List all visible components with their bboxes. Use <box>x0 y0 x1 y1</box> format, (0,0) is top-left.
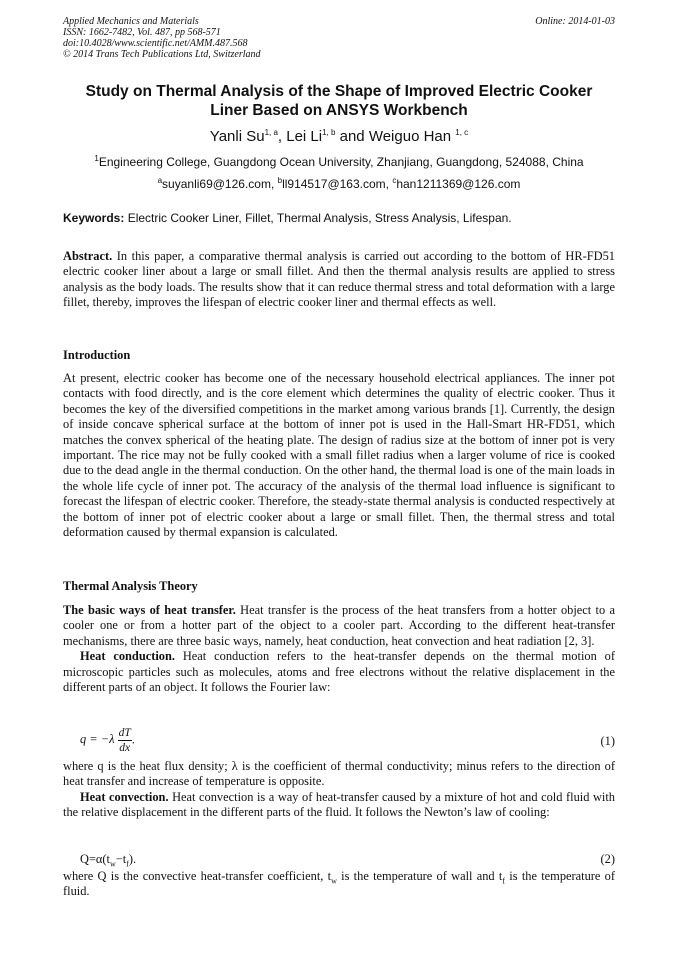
equation-number-2: (2) <box>600 852 615 866</box>
doi-line: doi:10.4028/www.scientific.net/AMM.487.568 <box>63 38 248 49</box>
online-date: Online: 2014-01-03 <box>535 16 615 27</box>
eq2-explanation: where Q is the convective heat-transfer coefficient, $t_w$ is the temperature of wall and $t_f$ is the temperature of fluid. <box>63 869 615 899</box>
author-2: Lei Li$^{1, b}$ and <box>286 128 369 145</box>
theory-body <box>63 603 615 695</box>
keywords: Keywords: Electric Cooker Liner, Fillet, Thermal Analysis, Stress Analysis, Lifespan. <box>63 211 512 225</box>
eq1-fraction: $\frac{dT}{dx}$ <box>118 727 131 754</box>
title-line-2: Liner Based on ANSYS Workbench <box>210 102 468 119</box>
issn-line: ISSN: 1662-7482, Vol. 487, pp 568-571 <box>63 27 221 38</box>
section-heading-theory: Thermal Analysis Theory <box>63 579 198 593</box>
introduction-body: At present, electric cooker has become one of the necessary household electrical appliances. The inner pot contacts with food directly, and is the core element which determines the quality of electric cooker. Thus it becomes the key of the diversified competitions in the market among various brands [1]. Currently, the design of inside concave spherical surface at the bottom of inner pot is used in the Hall-Smart HR-FD51, which matches the convex spherical of the heating plate. The design of radius size at the bottom of inner pot is very important. The rice may not be fully cooked with a small fillet radius when a larger volume of rice is cooked due to the dead angle in the thermal conduction. On the other hand, the thermal load is one of the main loads in the whole life cycle of inner pot. The accuracy of the analysis of the thermal load influence is significant to forecast the lifespan of electric cooker. Therefore, the steady-state thermal analysis is conducted respectively at the bottom of inner pot of electric cooker about a large or small fillet. Then, the thermal stress and total deformation caused by thermal expansion is calculated. <box>63 371 615 540</box>
equation-number-1: (1) <box>600 734 615 748</box>
email-c: han1211369@126.com <box>396 177 521 191</box>
email-a: suyanli69@126.com, <box>162 177 278 191</box>
author-1: Yanli Su$^{1, a}$, <box>209 128 287 145</box>
journal-header <box>63 16 261 60</box>
author-list <box>63 128 615 146</box>
email-b: ll914517@163.com, <box>282 177 393 191</box>
journal-name: Applied Mechanics and Materials <box>63 16 199 27</box>
author-3: Weiguo Han $^{1, c}$ <box>368 128 469 145</box>
equation-1: q = −λ $\frac{dT}{dx}$ . (1) <box>80 727 615 754</box>
copyright-line: © 2014 Trans Tech Publications Ltd, Switzerland <box>63 49 261 60</box>
affiliation: $^1$Engineering College, Guangdong Ocean University, Zhanjiang, Guangdong, 524088, China <box>94 154 584 169</box>
convection-paragraph: Heat convection. Heat convection is a way of heat-transfer caused by a mixture of hot and cold fluid with the relative displacement in the different parts of the fluid. It follows the Newton’s law of cooling: <box>63 789 615 820</box>
conduction-paragraph: Heat conduction. Heat conduction refers to the heat-transfer depends on the thermal motion of microscopic particles such as molecules, atoms and free electrons without the relative displacement in the different parts of an object. It follows the Fourier law: <box>63 649 615 695</box>
title-line-1: Study on Thermal Analysis of the Shape of Improved Electric Cooker <box>85 83 593 100</box>
abstract: Abstract. In this paper, a comparative thermal analysis is carried out according to the bottom of HR-FD51 electric cooker liner about a large or small fillet. And then the thermal analysis results are applied to stress analysis as the body loads. The results show that it can reduce thermal stress and total deformation with a large fillet, thereby, improves the lifespan of electric cooker liner and thermal effects as well. <box>63 249 615 310</box>
email-list: $^a$suyanli69@126.com, $^b$ll914517@163.com, $^c$han1211369@126.com <box>157 176 521 191</box>
section-heading-introduction: Introduction <box>63 348 131 362</box>
paper-title <box>63 82 615 120</box>
basic-ways-paragraph: The basic ways of heat transfer. Heat transfer is the process of the heat transfers from a hotter object to a cooler one or from a hotter part of the object to a cooler part. According to the different heat-transfer mechanisms, there are three basic ways, namely, heat conduction, heat convection and heat radiation [2, 3]. <box>63 603 615 648</box>
equation-2: $Q=\alpha(t_w-t_f)$. (2) <box>80 852 615 869</box>
eq1-explanation: where q is the heat flux density; λ is the coefficient of thermal conductivity; minus refers to the direction of heat transfer and increase of temperature is opposite. Heat convection. Heat convection is a way of heat-transfer caused by a mixture of hot and cold fluid with the relative displacement in the different parts of the fluid. It follows the Newton’s law of cooling: <box>63 759 615 820</box>
